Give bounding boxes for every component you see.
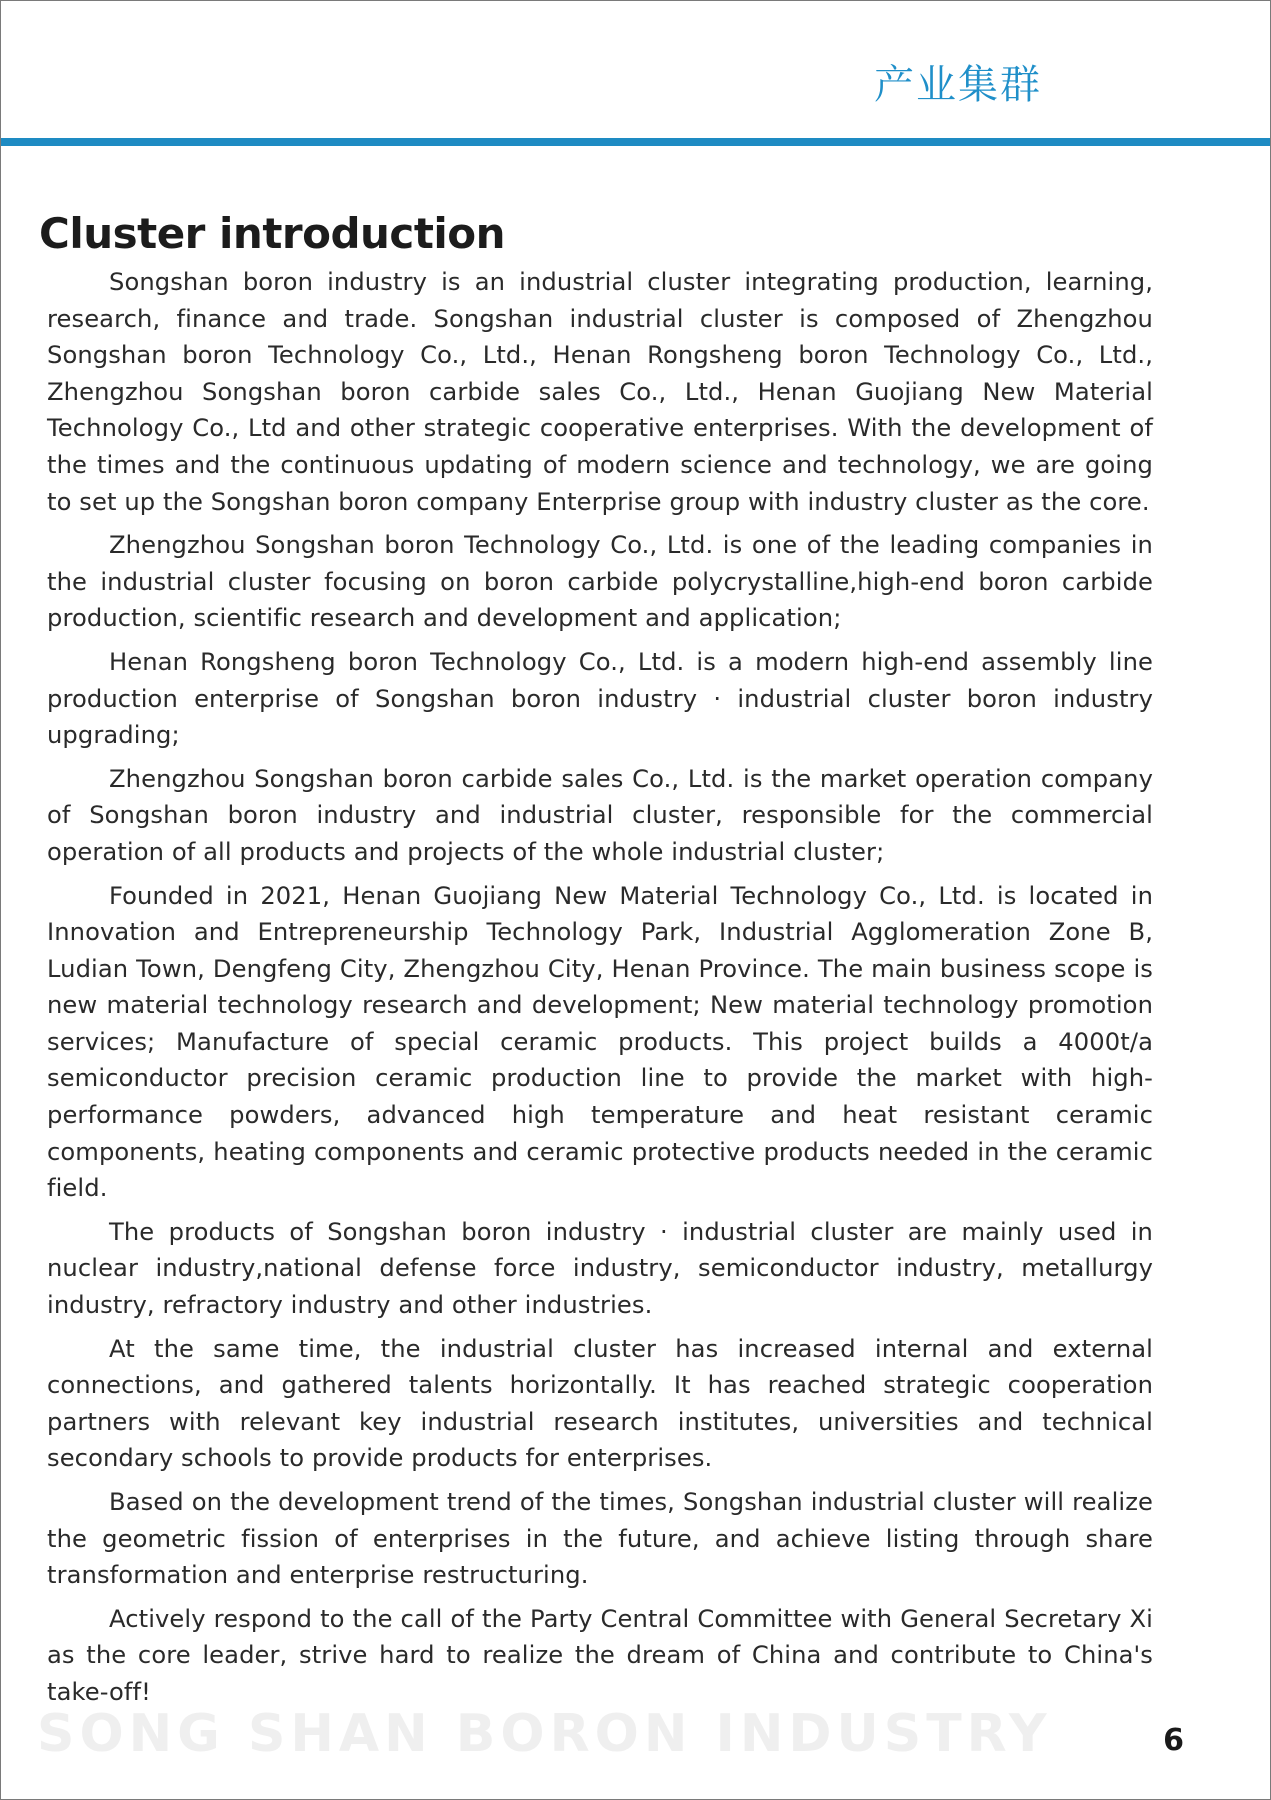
section-title: Cluster introduction — [39, 209, 506, 258]
body-text — [47, 264, 1153, 1718]
paragraph: Founded in 2021, Henan Guojiang New Material Technology Co., Ltd. is located in Innovation and Entrepreneurship Technology Park, Industrial Agglomeration Zone B, Ludian Town, Dengfeng City, Zhengzhou City, Henan Province. The main business scope is new material technology research and development; New material technology promotion services; Manufacture of special ceramic products. This project builds a 4000t/a semiconductor precision ceramic production line to provide the market with high-performance powders, advanced high temperature and heat resistant ceramic components, heating components and ceramic protective products needed in the ceramic field. — [47, 881, 1153, 1203]
paragraph: Actively respond to the call of the Party Central Committee with General Secretary Xi as the core leader, strive hard to realize the dream of China and contribute to China's take-off! — [47, 1604, 1153, 1706]
paragraph: Zhengzhou Songshan boron Technology Co., Ltd. is one of the leading companies in the industrial cluster focusing on boron carbide polycrystalline,high-end boron carbide production, scientific research and development and application; — [47, 531, 1153, 633]
paragraph: The products of Songshan boron industry · industrial cluster are mainly used in nuclear industry,national defense force industry, semiconductor industry, metallurgy industry, refractory industry and other industries. — [47, 1217, 1153, 1320]
paragraph: Henan Rongsheng boron Technology Co., Ltd. is a modern high-end assembly line production enterprise of Songshan boron industry · industrial cluster boron industry upgrading; — [47, 647, 1153, 750]
paragraph: Based on the development trend of the times, Songshan industrial cluster will realize the geometric fission of enterprises in the future, and achieve listing through share transformation and enterprise restructuring. — [47, 1488, 1153, 1590]
paragraph: At the same time, the industrial cluster has increased internal and external connections, and gathered talents horizontally. It has reached strategic cooperation partners with relevant key industrial research institutes, universities and technical secondary schools to provide products for enterprises. — [47, 1334, 1153, 1473]
footer-watermark: SONG SHAN BORON INDUSTRY — [37, 1704, 1052, 1764]
paragraph: Songshan boron industry is an industrial cluster integrating production, learning, research, finance and trade. Songshan industrial cluster is composed of Zhengzhou Songshan boron Technology Co., Ltd., Henan Rongsheng boron Technology Co., Ltd., Zhengzhou Songshan boron carbide sales Co., Ltd., Henan Guojiang New Material Technology Co., Ltd and other strategic cooperative enterprises. With the development of the times and the continuous updating of modern science and technology, we are going to set up the Songshan boron company Enterprise group with industry cluster as the core. — [47, 268, 1153, 516]
header-title: 产业集群 — [874, 62, 1042, 108]
paragraph: Zhengzhou Songshan boron carbide sales Co., Ltd. is the market operation company of Songshan boron industry and industrial cluster, responsible for the commercial operation of all products and projects of the whole industrial cluster; — [47, 764, 1153, 866]
header-rule — [1, 138, 1270, 146]
page-number: 6 — [1163, 1723, 1184, 1758]
